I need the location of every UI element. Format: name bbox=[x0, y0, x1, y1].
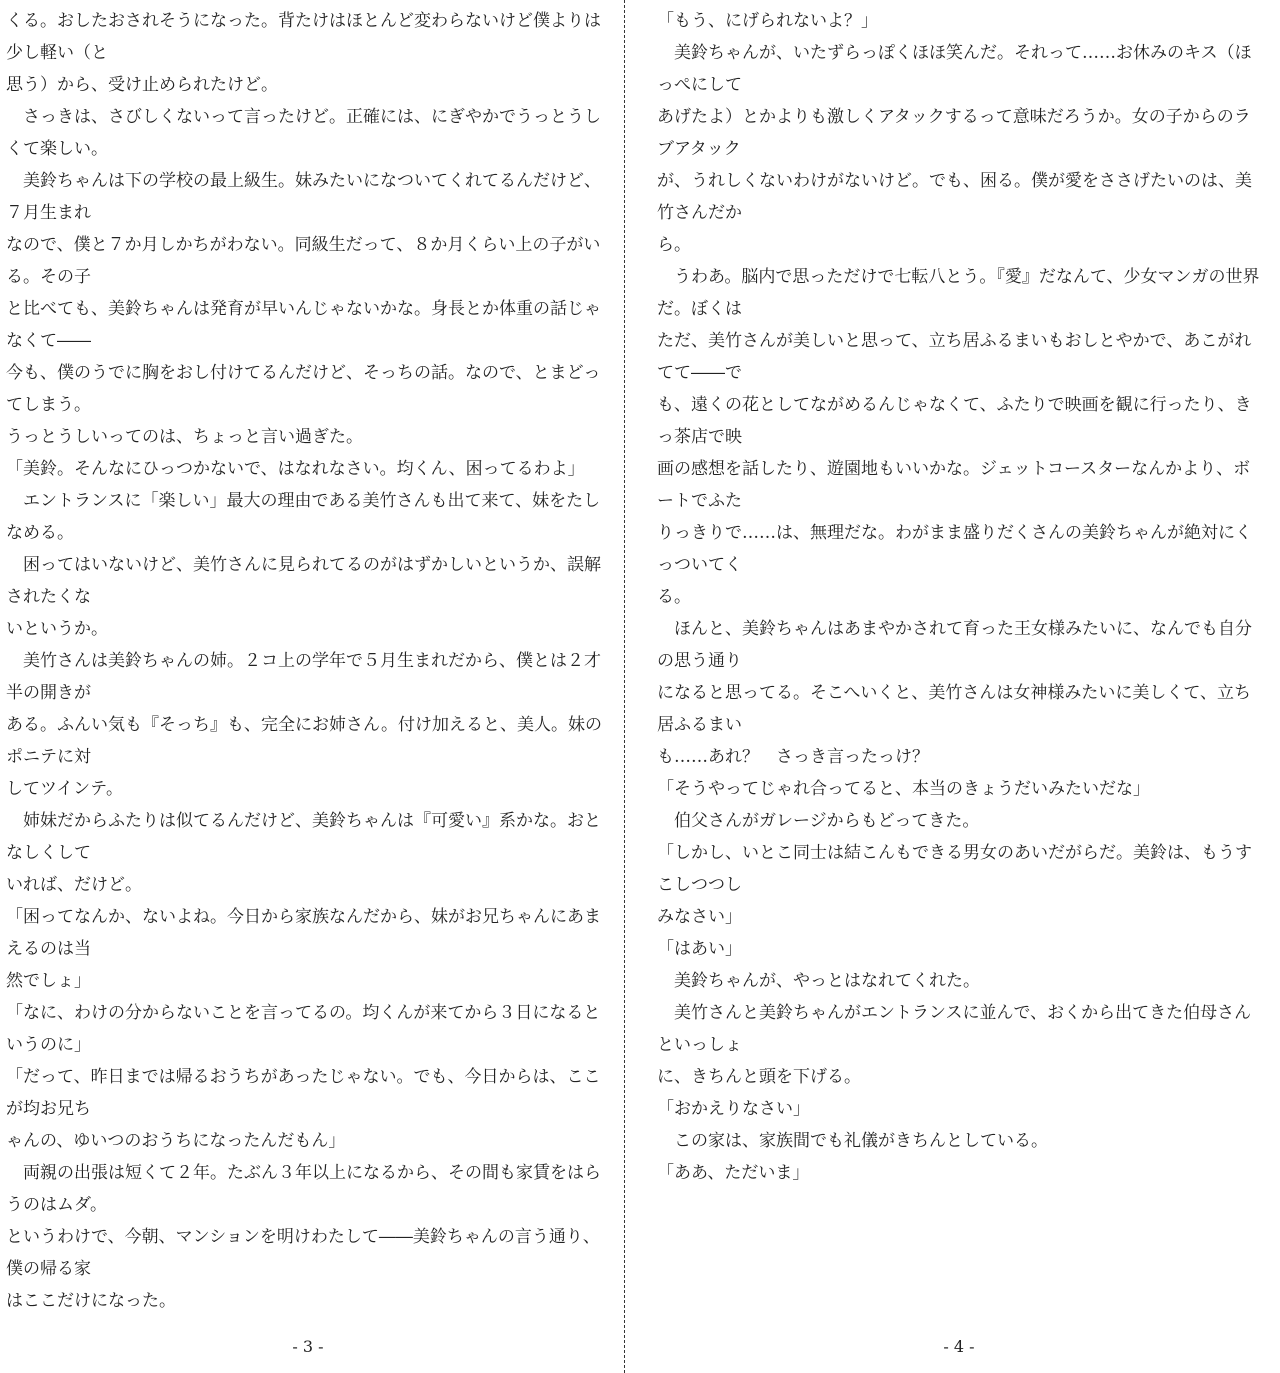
text-line: さっきは、さびしくないって言ったけど。正確には、にぎやかでうっとうしくて楽しい。 bbox=[6, 107, 601, 159]
text-line: 伯父さんがガレージからもどってきた。 bbox=[657, 811, 980, 831]
text-line: というわけで、今朝、マンションを明けわたして――美鈴ちゃんの言う通り、僕の帰る家 bbox=[6, 1227, 600, 1279]
text-line: みなさい」 bbox=[657, 907, 742, 927]
text-line: 画の感想を話したり、遊園地もいいかな。ジェットコースターなんかより、ボートでふた bbox=[657, 459, 1251, 511]
page-3-body bbox=[6, 5, 610, 1317]
page-number-3: - 3 - bbox=[292, 1337, 324, 1356]
text-line: 美竹さんと美鈴ちゃんがエントランスに並んで、おくから出てきた伯母さんといっしょ bbox=[657, 1003, 1252, 1055]
text-line: も……あれ？ さっき言ったっけ？ bbox=[657, 747, 929, 767]
text-line: はここだけになった。 bbox=[6, 1291, 176, 1311]
text-line: ら。 bbox=[657, 235, 691, 255]
text-line: 「だって、昨日までは帰るおうちがあったじゃない。でも、今日からは、ここが均お兄ち bbox=[6, 1067, 601, 1119]
text-line: この家は、家族間でも礼儀がきちんとしている。 bbox=[657, 1131, 1048, 1151]
text-line: エントランスに「楽しい」最大の理由である美竹さんも出て来て、妹をたしなめる。 bbox=[6, 491, 601, 543]
text-line: も、遠くの花としてながめるんじゃなくて、ふたりで映画を観に行ったり、きっ茶店で映 bbox=[657, 395, 1252, 447]
text-line: 両親の出張は短くて２年。たぶん３年以上になるから、その間も家賃をはらうのはムダ。 bbox=[6, 1163, 601, 1215]
text-line: 「ああ、ただいま」 bbox=[657, 1163, 810, 1183]
text-line: ゃんの、ゆいつのおうちになったんだもん」 bbox=[6, 1131, 346, 1151]
text-line: りっきりで……は、無理だな。わがまま盛りだくさんの美鈴ちゃんが絶対にくっついてく bbox=[657, 523, 1252, 575]
page-4-body bbox=[657, 5, 1261, 1189]
text-line: いというか。 bbox=[6, 619, 108, 639]
text-line: と比べても、美鈴ちゃんは発育が早いんじゃないかな。身長とか体重の話じゃなくて―― bbox=[6, 299, 601, 351]
text-line: くる。おしたおされそうになった。背たけはほとんど変わらないけど僕よりは少し軽い（と bbox=[6, 11, 601, 63]
text-line: 思う）から、受け止められたけど。 bbox=[6, 75, 278, 95]
text-line: が、うれしくないわけがないけど。でも、困る。僕が愛をささげたいのは、美竹さんだか bbox=[657, 171, 1252, 223]
text-line: 「困ってなんか、ないよね。今日から家族なんだから、妹がお兄ちゃんにあまえるのは当 bbox=[6, 907, 601, 959]
text-line: なので、僕と７か月しかちがわない。同級生だって、８か月くらい上の子がいる。その子 bbox=[6, 235, 601, 287]
text-line: 然でしょ」 bbox=[6, 971, 91, 991]
text-line: 「おかえりなさい」 bbox=[657, 1099, 810, 1119]
page-3 bbox=[6, 0, 610, 1373]
text-line: 美鈴ちゃんが、やっとはなれてくれた。 bbox=[657, 971, 980, 991]
text-line: る。 bbox=[657, 587, 691, 607]
text-line: 美竹さんは美鈴ちゃんの姉。２コ上の学年で５月生まれだから、僕とは２才半の開きが bbox=[6, 651, 601, 703]
text-line: ほんと、美鈴ちゃんはあまやかされて育った王女様みたいに、なんでも自分の思う通り bbox=[657, 619, 1252, 671]
text-line: 今も、僕のうでに胸をおし付けてるんだけど、そっちの話。なので、とまどってしまう。 bbox=[6, 363, 601, 415]
text-line: 「なに、わけの分からないことを言ってるの。均くんが来てから３日になるというのに」 bbox=[6, 1003, 601, 1055]
text-line: 「はあい」 bbox=[657, 939, 742, 959]
text-line: うっとうしいってのは、ちょっと言い過ぎた。 bbox=[6, 427, 363, 447]
text-line: ただ、美竹さんが美しいと思って、立ち居ふるまいもおしとやかで、あこがれてて――で bbox=[657, 331, 1252, 383]
text-line: に、きちんと頭を下げる。 bbox=[657, 1067, 861, 1087]
text-line: 「美鈴。そんなにひっつかないで、はなれなさい。均くん、困ってるわよ」 bbox=[6, 459, 585, 479]
text-line: いれば、だけど。 bbox=[6, 875, 142, 895]
text-line: 姉妹だからふたりは似てるんだけど、美鈴ちゃんは『可愛い』系かな。おとなしくして bbox=[6, 811, 601, 863]
text-line: 美鈴ちゃんは下の学校の最上級生。妹みたいになついてくれてるんだけど、７月生まれ bbox=[6, 171, 601, 223]
text-line: あげたよ）とかよりも激しくアタックするって意味だろうか。女の子からのラブアタック bbox=[657, 107, 1251, 159]
text-line: 「もう、にげられないよ？」 bbox=[657, 11, 878, 31]
page-number-4: - 4 - bbox=[943, 1337, 975, 1356]
page-4 bbox=[657, 0, 1261, 1373]
text-line: してツインテ。 bbox=[6, 779, 123, 799]
text-line: 美鈴ちゃんが、いたずらっぽくほほ笑んだ。それって……お休みのキス（ほっぺにして bbox=[657, 43, 1252, 95]
page-divider bbox=[624, 0, 625, 1373]
text-line: うわあ。脳内で思っただけで七転八とう。『愛』だなんて、少女マンガの世界だ。ぼくは bbox=[657, 267, 1260, 319]
text-line: ある。ふんい気も『そっち』も、完全にお姉さん。付け加えると、美人。妹のポニテに対 bbox=[6, 715, 603, 767]
text-line: になると思ってる。そこへいくと、美竹さんは女神様みたいに美しくて、立ち居ふるまい bbox=[657, 683, 1251, 735]
text-line: 「そうやってじゃれ合ってると、本当のきょうだいみたいだな」 bbox=[657, 779, 1150, 799]
text-line: 「しかし、いとこ同士は結こんもできる男女のあいだがらだ。美鈴は、もうすこしつつし bbox=[657, 843, 1252, 895]
text-line: 困ってはいないけど、美竹さんに見られてるのがはずかしいというか、誤解されたくな bbox=[6, 555, 601, 607]
